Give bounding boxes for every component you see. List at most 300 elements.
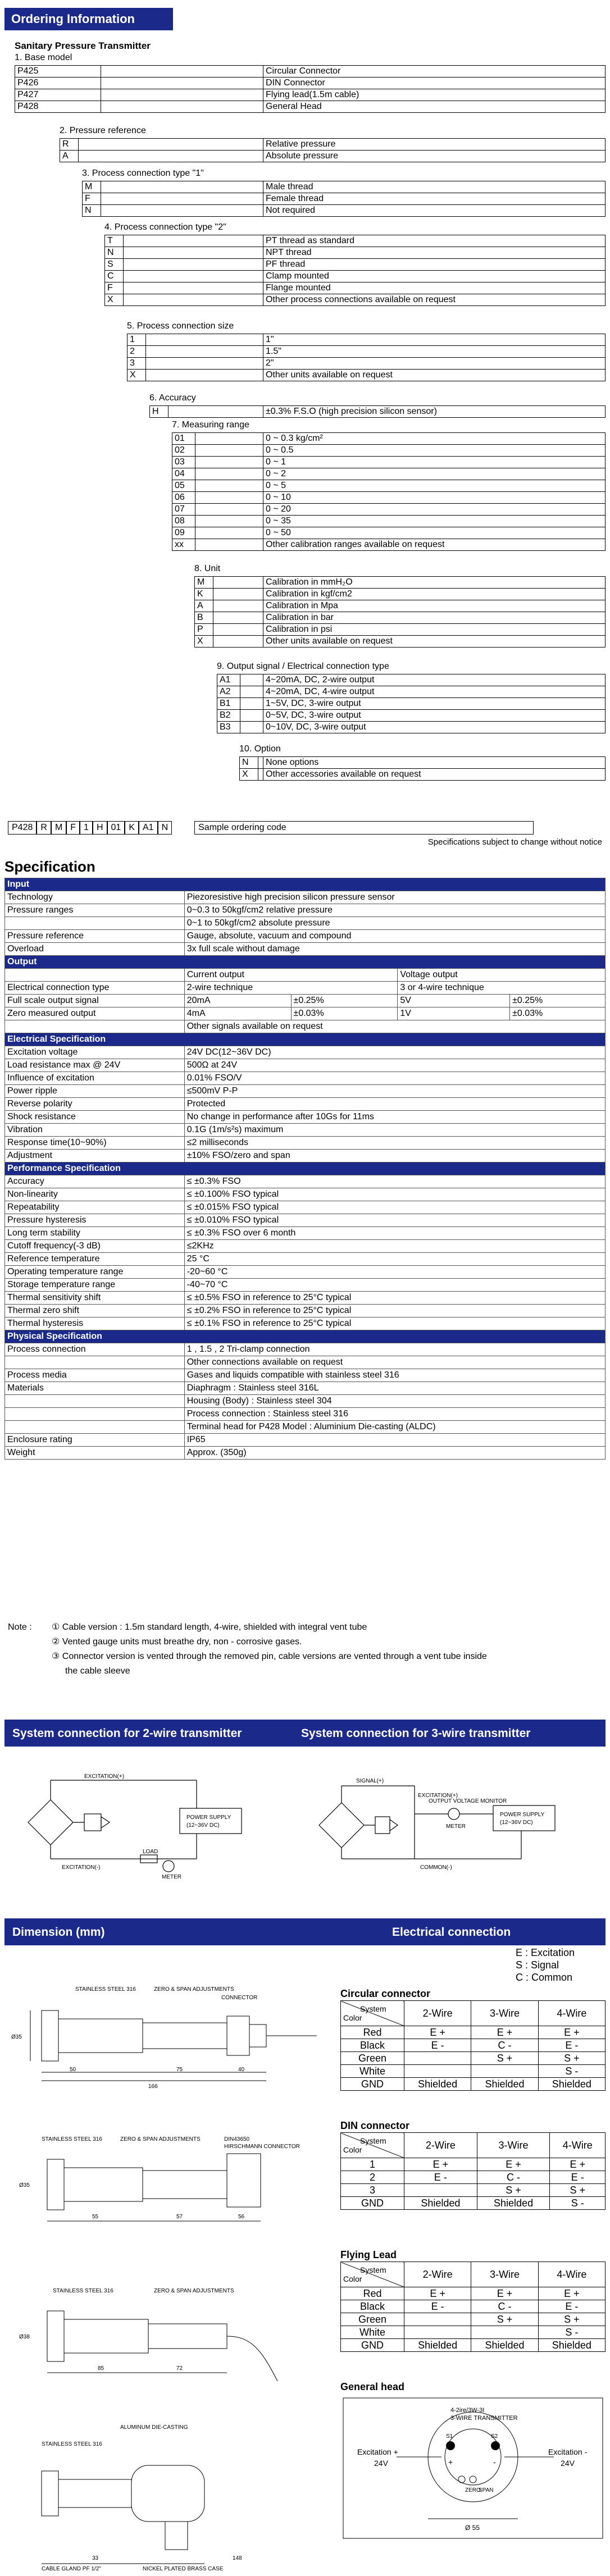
ordering-gap (240, 698, 263, 710)
ec-cell: E + (471, 2287, 538, 2300)
spec-section-header (5, 1330, 606, 1343)
ordering-code: B1 (217, 698, 240, 710)
ordering-section-label: 2. Pressure reference (60, 126, 146, 135)
sample-code-box: M (51, 821, 66, 835)
ordering-code: 1 (128, 334, 146, 346)
ordering-code: T (105, 235, 124, 247)
ec-row (341, 2065, 606, 2078)
spec-row (5, 1072, 606, 1085)
ec-cell: Shielded (471, 2078, 538, 2091)
spec-row (5, 1150, 606, 1162)
ordering-code: 07 (172, 504, 195, 516)
spec-row (5, 1137, 606, 1150)
ec-cell: E + (477, 2158, 550, 2171)
ec-cell: S - (550, 2197, 606, 2210)
ordering-code: N (240, 757, 258, 769)
ec-cell (471, 2065, 538, 2078)
ordering-gap (124, 294, 263, 306)
general-head-diagram (340, 2395, 606, 2541)
term-dot-1 (446, 2441, 455, 2450)
ordering-desc: 0 ~ 10 (263, 492, 606, 504)
notes-list (52, 1620, 487, 1679)
ordering-section-table (239, 756, 606, 781)
spec-row (5, 1175, 606, 1188)
ordering-desc: Female thread (263, 193, 606, 205)
d3-common: COMMON(-) (420, 1864, 452, 1871)
ec-system-label: System (360, 2265, 386, 2274)
ec-head-row (341, 2262, 606, 2287)
ordering-row (60, 139, 606, 151)
ec-color-label: Color (343, 2145, 362, 2154)
ec-cell: S - (538, 2326, 605, 2339)
ordering-code: N (83, 205, 101, 217)
ec-col-head: 4-Wire (538, 2001, 605, 2026)
sample-code-box: 1 (80, 821, 93, 835)
ordering-section-label: 10. Option (239, 744, 281, 754)
ordering-row (217, 674, 606, 686)
spec-value: Other signals available on request (184, 1020, 605, 1033)
diagram-3wire (308, 1763, 600, 1881)
spec-value: 20mA (184, 995, 291, 1007)
ordering-row (217, 686, 606, 698)
gh-wireout: 3-WIRE TRANSMITTER (450, 2415, 518, 2422)
ordering-gap (240, 686, 263, 698)
ordering-gap (195, 539, 263, 551)
ordering-gap (213, 577, 263, 589)
ec-row (341, 2039, 606, 2052)
gh-exc-minus: Excitation - (548, 2447, 588, 2456)
d4-n1: 33 (92, 2555, 99, 2561)
ordering-desc: Other units available on request (263, 370, 606, 381)
spec-value: -20~60 °C (184, 1266, 605, 1279)
ordering-gap (195, 433, 263, 445)
ec-system-label: System (360, 2004, 386, 2013)
ordering-desc: 4~20mA, DC, 4-wire output (263, 686, 606, 698)
spec-key: Adjustment (5, 1150, 185, 1162)
spec-key (5, 1020, 185, 1033)
ordering-desc: 0 ~ 20 (263, 504, 606, 516)
d4-die: ALUMINUM DIE-CASTING (120, 2424, 188, 2431)
ec-cell: Shielded (477, 2197, 550, 2210)
d2-power-supply-v: (12~36V DC) (186, 1822, 220, 1829)
ec-cell (404, 2184, 477, 2197)
spec-value: 3 or 4-wire technique (398, 982, 606, 995)
ordering-desc: ±0.3% F.S.O (high precision silicon sensor) (263, 406, 606, 418)
ec-wire: Red (341, 2287, 404, 2300)
dimension-bar (4, 1918, 606, 1945)
ordering-row (172, 433, 606, 445)
ordering-row (60, 151, 606, 162)
d1-n2: 75 (176, 2067, 183, 2073)
ec-cell (404, 2313, 471, 2326)
ordering-row (172, 504, 606, 516)
ordering-code: xx (172, 539, 195, 551)
ec-row (341, 2339, 606, 2352)
ordering-gap (213, 624, 263, 636)
ordering-code: 2 (128, 346, 146, 358)
gh-s1: S1 (446, 2433, 453, 2440)
ordering-gap (258, 757, 263, 769)
spec-key: Thermal zero shift (5, 1305, 185, 1317)
ordering-gap (195, 480, 263, 492)
ordering-desc: 0 ~ 35 (263, 516, 606, 527)
spec-key (5, 1356, 185, 1369)
ordering-row (172, 539, 606, 551)
spec-value: Gauge, absolute, vacuum and compound (184, 930, 605, 943)
spec-row (5, 943, 606, 956)
spec-value: Piezoresistive high precision silicon pressure sensor (184, 891, 605, 904)
spec-row (5, 1188, 606, 1201)
spec-value: 1 , 1.5 , 2 Tri-clamp connection (184, 1343, 605, 1356)
ordering-gap (195, 445, 263, 457)
ordering-section-table (82, 181, 606, 217)
ordering-code: A2 (217, 686, 240, 698)
gh-exc-minus-v: 24V (561, 2459, 575, 2468)
ordering-gap (195, 468, 263, 480)
ec-cell: E + (404, 2287, 471, 2300)
spec-key: Repeatability (5, 1201, 185, 1214)
ec-col-head: 4-Wire (538, 2262, 605, 2287)
ec-cell: S + (538, 2052, 605, 2065)
ordering-gap (124, 259, 263, 271)
ordering-banner (4, 8, 173, 30)
note-2: ② Vented gauge units must breathe dry, non - corrosive gases. (52, 1637, 302, 1647)
spec-key: Load resistance max @ 24V (5, 1059, 185, 1072)
d1-dia: Ø35 (11, 2034, 22, 2040)
ordering-row (172, 516, 606, 527)
gh-zero: ZERO (465, 2487, 481, 2493)
spec-value: 0~1 to 50kgf/cm2 absolute pressure (184, 917, 605, 930)
ordering-desc: PF thread (263, 259, 606, 271)
ec-color-label: Color (343, 2274, 362, 2283)
ordering-row (240, 757, 606, 769)
ec-cell: S + (471, 2313, 538, 2326)
ordering-gap (101, 89, 263, 101)
ec-row (341, 2171, 606, 2184)
ordering-row (150, 406, 606, 418)
ordering-code: 08 (172, 516, 195, 527)
spec-row (5, 1240, 606, 1253)
ordering-gap (101, 101, 263, 113)
spec-header-cell: Output (5, 956, 606, 969)
ordering-gap (101, 181, 263, 193)
d2-exc-minus: EXCITATION(-) (62, 1864, 101, 1871)
ordering-desc: 0 ~ 5 (263, 480, 606, 492)
dim-drawing-general-head (8, 2415, 322, 2572)
spec-key: Enclosure rating (5, 1434, 185, 1447)
spec-value: ≤ ±0.100% FSO typical (184, 1188, 605, 1201)
ordering-note: Specifications subject to change without notice (427, 837, 602, 847)
ordering-desc: 0 ~ 0.3 kg/cm² (263, 433, 606, 445)
ordering-section-label: 7. Measuring range (172, 420, 249, 430)
d4-steel: STAINLESS STEEL 316 (42, 2441, 102, 2447)
d3-steel: STAINLESS STEEL 316 (53, 2288, 113, 2294)
sample-code-box: H (93, 821, 107, 835)
spec-key: Weight (5, 1447, 185, 1460)
ec-col-head: 3-Wire (471, 2001, 538, 2026)
d3-power-supply-v: (12~36V DC) (500, 1820, 533, 1826)
ordering-gap (195, 492, 263, 504)
ec-col-head: 3-Wire (471, 2262, 538, 2287)
legend-excitation: E : Excitation (516, 1947, 575, 1958)
ordering-section-label: 6. Accuracy (149, 393, 196, 403)
ec-cell: Shielded (404, 2339, 471, 2352)
ordering-code: 01 (172, 433, 195, 445)
ordering-row (195, 624, 606, 636)
ordering-gap (213, 612, 263, 624)
d2-load: LOAD (143, 1849, 158, 1855)
ordering-code: B2 (217, 710, 240, 722)
ordering-row (15, 89, 606, 101)
ordering-desc: DIN Connector (263, 77, 606, 89)
spec-value: ≤ ±0.5% FSO in reference to 25°C typical (184, 1292, 605, 1305)
gh-minus: - (493, 2458, 496, 2466)
ordering-section-table (127, 334, 606, 381)
ordering-code: 06 (172, 492, 195, 504)
spec-key: Vibration (5, 1124, 185, 1137)
ordering-section-table (15, 65, 606, 113)
ec-row (341, 2197, 606, 2210)
ordering-gap (101, 205, 263, 217)
ec-cell: E - (404, 2039, 471, 2052)
ec-cell: E - (404, 2300, 471, 2313)
d1-n3: 40 (238, 2067, 245, 2073)
spec-row (5, 1227, 606, 1240)
ordering-gap (124, 282, 263, 294)
ordering-desc: 2" (263, 358, 606, 370)
sample-code-box: A1 (139, 821, 158, 835)
ordering-row (128, 358, 606, 370)
ordering-code: F (83, 193, 101, 205)
ordering-section-label: 8. Unit (194, 564, 221, 573)
ordering-desc: Calibration in kgf/cm2 (263, 589, 606, 600)
d1-n1: 50 (70, 2067, 76, 2073)
ec-head-row (341, 2133, 606, 2158)
ordering-code: 03 (172, 457, 195, 468)
spec-row (5, 1253, 606, 1266)
system-3wire-title: System connection for 3-wire transmitter (301, 1727, 531, 1740)
circular-table (340, 2000, 606, 2091)
general-head-title: General head (340, 2381, 405, 2392)
ec-wire: Green (341, 2052, 404, 2065)
spec-value: 0.01% FSO/V (184, 1072, 605, 1085)
spec-value: Terminal head for P428 Model : Aluminium Die-casting (ALDC) (184, 1421, 605, 1434)
note-3-cont: the cable sleeve (65, 1666, 130, 1676)
spec-header-cell: Physical Specification (5, 1330, 606, 1343)
ordering-code: 05 (172, 480, 195, 492)
ec-cell: S + (538, 2313, 605, 2326)
term-dot-3 (470, 2476, 476, 2483)
ec-cell: Shielded (471, 2339, 538, 2352)
ec-wire: GND (341, 2339, 404, 2352)
ordering-row (15, 101, 606, 113)
gh-dia: Ø 55 (465, 2524, 480, 2532)
ordering-desc: Absolute pressure (263, 151, 606, 162)
spec-section-header (5, 1162, 606, 1175)
spec-value: IP65 (184, 1434, 605, 1447)
d2-din: DIN43650 (224, 2136, 250, 2142)
spec-row (5, 1421, 606, 1434)
spec-value: Gases and liquids compatible with stainless steel 316 (184, 1369, 605, 1382)
spec-section-header (5, 878, 606, 891)
ec-cell: E - (538, 2300, 605, 2313)
ordering-gap (101, 77, 263, 89)
ec-wire: Red (341, 2026, 404, 2039)
ordering-gap (124, 235, 263, 247)
sample-code-box: F (66, 821, 80, 835)
spec-value: 0.1G (1m/s²s) maximum (184, 1124, 605, 1137)
ordering-gap (240, 674, 263, 686)
ordering-desc: Calibration in bar (263, 612, 606, 624)
ordering-gap (146, 334, 263, 346)
spec-row (5, 1124, 606, 1137)
notes-label: Note : (8, 1622, 32, 1632)
ec-corner (341, 2001, 404, 2026)
spec-row (5, 1434, 606, 1447)
spec-row (5, 969, 606, 982)
ordering-row (195, 600, 606, 612)
ordering-code: X (128, 370, 146, 381)
ordering-row (195, 612, 606, 624)
spec-value: 0~0.3 to 50kgf/cm2 relative pressure (184, 904, 605, 917)
ordering-gap (258, 769, 263, 781)
ordering-section-label: 1. Base model (15, 53, 72, 62)
spec-row (5, 1317, 606, 1330)
circular-title: Circular connector (340, 1988, 431, 1999)
spec-key: Full scale output signal (5, 995, 185, 1007)
ordering-desc: Calibration in Mpa (263, 600, 606, 612)
ec-wire: 2 (341, 2171, 404, 2184)
d2-conn: HIRSCHMANN CONNECTOR (224, 2144, 300, 2150)
ordering-desc: 0 ~ 2 (263, 468, 606, 480)
ec-col-head: 2-Wire (404, 2001, 471, 2026)
spec-value: -40~70 °C (184, 1279, 605, 1292)
spec-title: Specification (4, 858, 95, 875)
spec-key: Storage temperature range (5, 1279, 185, 1292)
d2-dia: Ø35 (19, 2182, 30, 2189)
ordering-gap (195, 457, 263, 468)
ec-wire: GND (341, 2078, 404, 2091)
d3-exc-plus: EXCITATION(+) (418, 1793, 458, 1799)
ordering-gap (101, 193, 263, 205)
spec-value: Protected (184, 1098, 605, 1111)
spec-key: Process connection (5, 1343, 185, 1356)
spec-row (5, 1085, 606, 1098)
ordering-code: H (150, 406, 169, 418)
spec-value: 500Ω at 24V (184, 1059, 605, 1072)
ordering-gap (195, 527, 263, 539)
spec-row (5, 904, 606, 917)
ordering-desc: General Head (263, 101, 606, 113)
ordering-desc: 0~5V, DC, 3-wire output (263, 710, 606, 722)
spec-header-cell: Performance Specification (5, 1162, 606, 1175)
ordering-section-table (60, 138, 606, 162)
dimension-title: Dimension (mm) (12, 1926, 105, 1939)
ordering-desc: None options (263, 757, 606, 769)
ec-cell: S - (538, 2065, 605, 2078)
ordering-row (15, 77, 606, 89)
gh-plus: + (448, 2458, 453, 2466)
spec-key: Pressure reference (5, 930, 185, 943)
ec-row (341, 2313, 606, 2326)
spec-row (5, 891, 606, 904)
spec-row (5, 1201, 606, 1214)
ordering-desc: 0 ~ 50 (263, 527, 606, 539)
spec-value: ≤ ±0.010% FSO typical (184, 1214, 605, 1227)
ordering-row (172, 492, 606, 504)
ec-col-head: 2-Wire (404, 2262, 471, 2287)
ordering-row (172, 468, 606, 480)
ordering-row (172, 480, 606, 492)
ordering-row (83, 205, 606, 217)
spec-row (5, 1059, 606, 1072)
ec-row (341, 2052, 606, 2065)
spec-current-head: Current output (184, 969, 398, 982)
d2-exc-plus: EXCITATION(+) (84, 1773, 125, 1780)
spec-row (5, 982, 606, 995)
spec-row (5, 1007, 606, 1020)
d1-total: 166 (148, 2083, 158, 2089)
ordering-gap (213, 589, 263, 600)
spec-key: Excitation voltage (5, 1046, 185, 1059)
ordering-code: B3 (217, 722, 240, 733)
ordering-code: 3 (128, 358, 146, 370)
spec-value: No change in performance after 10Gs for 11ms (184, 1111, 605, 1124)
spec-row (5, 1369, 606, 1382)
ordering-row (128, 334, 606, 346)
spec-value: ≤ ±0.2% FSO in reference to 25°C typical (184, 1305, 605, 1317)
spec-key: Reference temperature (5, 1253, 185, 1266)
spec-header-cell: Input (5, 878, 606, 891)
d4-n2: 148 (233, 2555, 242, 2561)
ordering-gap (146, 370, 263, 381)
ordering-code: X (240, 769, 258, 781)
ordering-code: M (83, 181, 101, 193)
ec-corner (341, 2262, 404, 2287)
notes (8, 1620, 32, 1635)
ec-head-row (341, 2001, 606, 2026)
ordering-row (105, 259, 606, 271)
spec-row (5, 1020, 606, 1033)
ordering-row (83, 193, 606, 205)
ec-cell (404, 2052, 471, 2065)
ordering-title: Ordering Information (11, 12, 135, 26)
dim-drawing-din (8, 2128, 322, 2235)
sample-code-box: P428 (8, 821, 37, 835)
ordering-desc: Flying lead(1.5m cable) (263, 89, 606, 101)
spec-value: Housing (Body) : Stainless steel 304 (184, 1395, 605, 1408)
ordering-row (217, 698, 606, 710)
ec-row (341, 2184, 606, 2197)
ordering-desc: 1~5V, DC, 3-wire output (263, 698, 606, 710)
spec-key: Accuracy (5, 1175, 185, 1188)
ordering-code: M (195, 577, 213, 589)
ec-row (341, 2326, 606, 2339)
ec-cell: E + (550, 2158, 606, 2171)
ordering-desc: Other calibration ranges available on request (263, 539, 606, 551)
note-3: ③ Connector version is vented through the removed pin, cable versions are vented through a vent tube inside (52, 1652, 487, 1661)
ordering-row (195, 589, 606, 600)
spec-row (5, 1279, 606, 1292)
d3-zero: ZERO & SPAN ADJUSTMENTS (154, 2288, 234, 2294)
ec-wire: White (341, 2065, 404, 2078)
ordering-desc: 0 ~ 1 (263, 457, 606, 468)
ec-wire: GND (341, 2197, 404, 2210)
spec-key: Operating temperature range (5, 1266, 185, 1279)
spec-value: Other connections available on request (184, 1356, 605, 1369)
spec-key: Pressure ranges (5, 904, 185, 917)
ec-wire: Black (341, 2300, 404, 2313)
